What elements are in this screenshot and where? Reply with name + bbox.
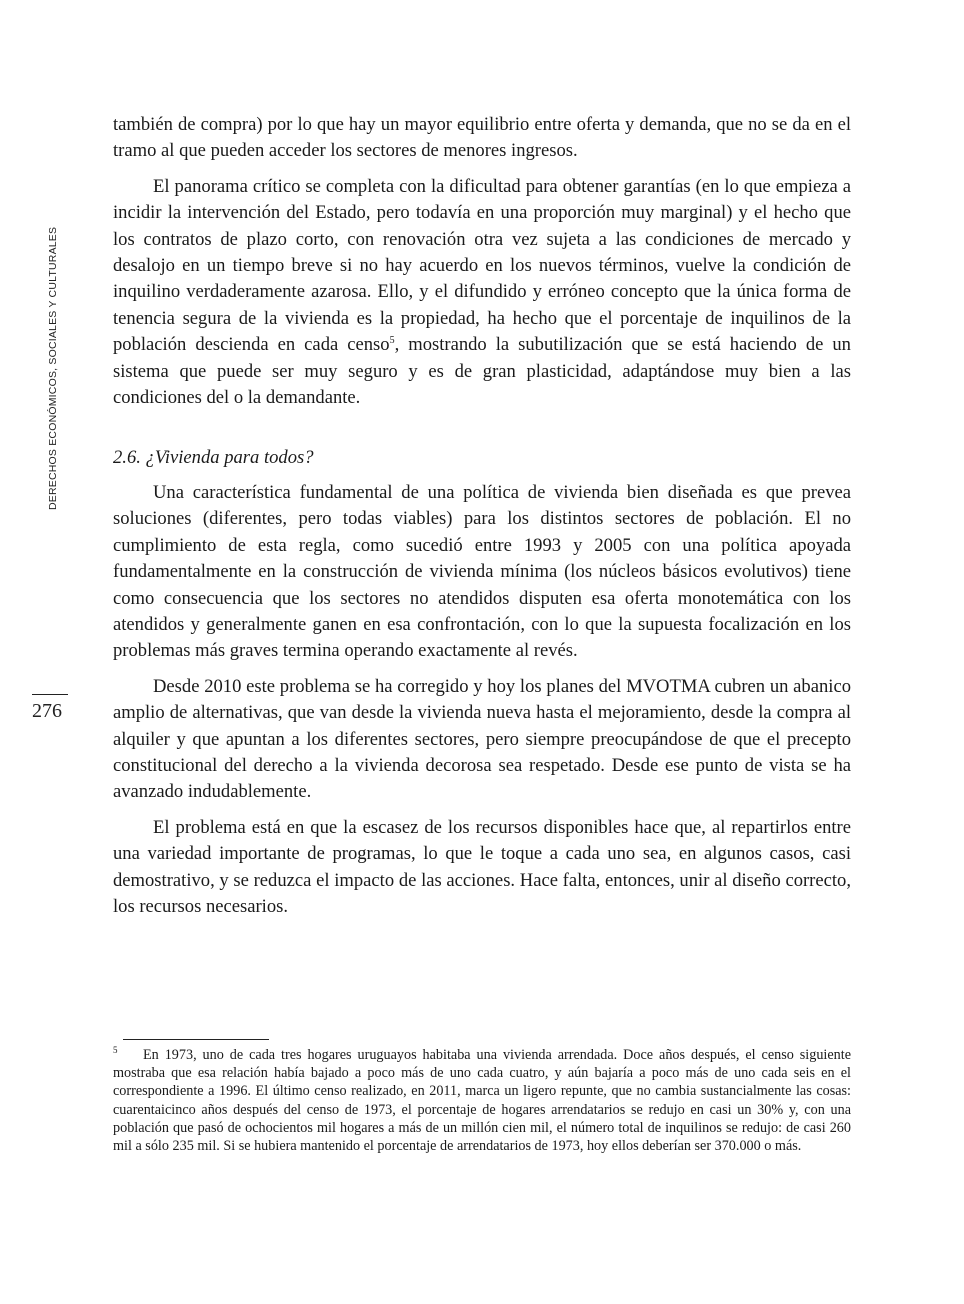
footnote: 5 En 1973, uno de cada tres hogares uruguayos habitaba una vivienda arrendada. Doce años después, el censo siguiente mostraba que esa relación había bajado a poco más de uno cada cuatro, y aún bajaría a poco más de uno cada seis en el correspondiente a 1996. El último censo realizado, en 2011, marca un ligero repunte, que no cambia sustancialmente las cosas: cuarentaicinco años después del censo de 1973, el porcentaje de hogares arrendatarios se redujo en casi un 30% y, con una población que pasó de ochocientos mil hogares a más de un millón cien mil, el número total de inquilinos se redujo: de casi 260 mil a sólo 235 mil. Si se hubiera mantenido el porcentaje de arrendatarios de 1973, hoy ellos deberían ser 370.000 o más. — [113, 1045, 851, 1155]
page-number: 276 — [32, 700, 62, 722]
footnote-text: En 1973, uno de cada tres hogares uruguayos habitaba una vivienda arrendada. Doce años después, el censo siguiente mostraba que esa relación había bajado a poco más de uno cada cuatro, y aún bajaría a poco más de uno cada seis en el correspondiente a 1996. El último censo realizado, en 2011, marca un ligero repunte, que no cambia sustancialmente las cosas: cuarentaicinco años después del censo de 1973, el porcentaje de hogares arrendatarios se redujo en casi un 30% y, con una población que pasó de ochocientos mil hogares a más de un millón cien mil, el número total de inquilinos se redujo: de casi 260 mil a sólo 235 mil. Si se hubiera mantenido el porcentaje de arrendatarios de 1973, hoy ellos deberían ser 370.000 o más. — [113, 1047, 851, 1155]
paragraph-text-continued: , mostrando la subutilización que se está haciendo de un sistema que puede ser muy seguro y es de gran plasticidad, adaptándose muy bien a las condiciones del o la demandante. — [113, 334, 851, 409]
paragraph: Una característica fundamental de una política de vivienda bien diseñada es que prevea soluciones (diferentes, pero todas viables) para los distintos sectores de población. El no cumplimiento de esta regla, como sucedió entre 1993 y 2005 con una política apoyada fundamentalmente en la construcción de vivienda mínima (los núcleos básicos evolutivos) tiene como consecuencia que los sectores no atendidos disputen esa oferta monotemática con los atendidos y generalmente ganen en esa confrontación, con lo que la supuesta focalización en los problemas más graves termina operando exactamente al revés. — [113, 481, 851, 662]
section-heading: 2.6. ¿Vivienda para todos? — [113, 447, 314, 469]
paragraph-text: El panorama crítico se completa con la dificultad para obtener garantías (en lo que empieza a incidir la intervención del Estado, pero todavía en una proporción muy marginal) y el hecho que los contratos de plazo corto, con renovación otra vez sujeta a las condiciones de mercado y desalojo en un tiempo breve si no hay acuerdo en los nuevos términos, vuelve la condición de inquilino verdaderamente azarosa. Ello, y el difundido y erróneo concepto que la única forma de tenencia segura de la vivienda es la propiedad, ha hecho que el porcentaje de inquilinos de la población descienda en cada censo — [113, 175, 851, 356]
paragraph: Desde 2010 este problema se ha corregido y hoy los planes del MVOTMA cubren un abanico amplio de alternativas, que van desde la vivienda nueva hasta el mejoramiento, desde la compra al alquiler y que apuntan a los diferentes sectores, pero siempre preocupándose de que el precepto constitucional del derecho a la vivienda decorosa sea respetado. Desde ese punto de vista se ha avanzado indudablemente. — [113, 675, 851, 803]
paragraph: también de compra) por lo que hay un mayor equilibrio entre oferta y demanda, que no se da en el tramo al que pueden acceder los sectores de menores ingresos. — [113, 114, 851, 162]
page-number-rule — [32, 694, 68, 695]
body-text — [113, 112, 851, 929]
footnote-reference[interactable]: 5 — [389, 335, 395, 347]
paragraph — [113, 174, 851, 412]
paragraph: El problema está en que la escasez de los recursos disponibles hace que, al repartirlos entre una variedad importante de programas, lo que le toque a cada uno sea, en algunos casos, casi demostrativo, y se reduzca el impacto de las acciones. Hace falta, entonces, unir al diseño correcto, los recursos necesarios. — [113, 816, 851, 917]
footnote-separator — [123, 1039, 269, 1040]
running-header: DERECHOS ECONÓMICOS, SOCIALES Y CULTURALES — [47, 226, 59, 510]
